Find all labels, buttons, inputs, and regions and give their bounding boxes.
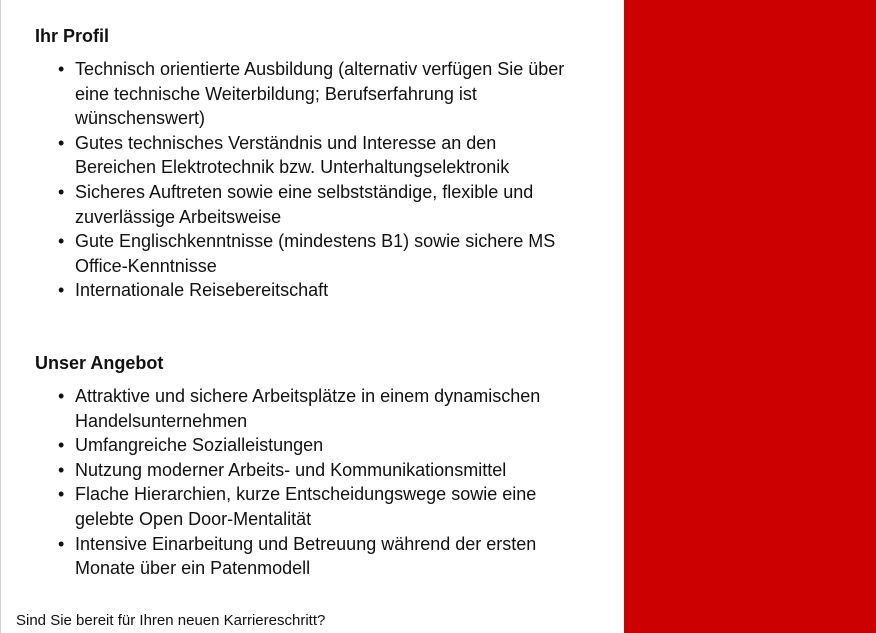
bullet-icon: •: [58, 231, 65, 252]
call-to-action-text: Sind Sie bereit für Ihren neuen Karriereschritt?: [16, 612, 326, 629]
angebot-list-item: [0, 458, 575, 483]
profil-list-item: [0, 131, 575, 180]
profil-item-text: Technisch orientierte Ausbildung (alternativ verfügen Sie über eine technische Weiterbildung; Berufserfahrung ist wünschenswert): [75, 59, 565, 129]
angebot-list-item: [0, 532, 575, 581]
profil-list-item: [0, 278, 575, 303]
profil-list-item: [0, 57, 575, 131]
bullet-icon: •: [58, 181, 65, 202]
angebot-heading: Unser Angebot: [35, 353, 164, 373]
bullet-icon: •: [58, 533, 65, 554]
angebot-item-text: Umfangreiche Sozialleistungen: [75, 435, 324, 456]
red-accent-panel: [624, 0, 876, 633]
bullet-icon: •: [58, 132, 65, 153]
bullet-icon: •: [58, 280, 65, 301]
profil-item-text: Gute Englischkenntnisse (mindestens B1) sowie sichere MS Office-Kenntnisse: [75, 231, 556, 276]
angebot-item-text: Intensive Einarbeitung und Betreuung während der ersten Monate über ein Patenmodell: [75, 533, 537, 579]
angebot-list: [0, 384, 600, 581]
bullet-icon: •: [58, 484, 65, 505]
angebot-item-text: Flache Hierarchien, kurze Entscheidungswege sowie eine gelebte Open Door-Mentalität: [75, 484, 537, 529]
bullet-icon: •: [58, 459, 65, 480]
angebot-list-item: [0, 384, 575, 433]
bullet-icon: •: [58, 59, 65, 79]
profil-item-text: Gutes technisches Verständnis und Interesse an den Bereichen Elektrotechnik bzw. Unterhaltungselektronik: [75, 132, 510, 178]
profil-item-text: Sicheres Auftreten sowie eine selbstständige, flexible und zuverlässige Arbeitsweise: [75, 181, 534, 227]
profil-list-item: [0, 180, 575, 229]
angebot-list-item: [0, 482, 575, 531]
bullet-icon: •: [58, 435, 65, 456]
profil-list: [0, 57, 600, 303]
angebot-list-item: [0, 433, 575, 458]
angebot-item-text: Nutzung moderner Arbeits- und Kommunikationsmittel: [75, 459, 507, 480]
angebot-item-text: Attraktive und sichere Arbeitsplätze in einem dynamischen Handelsunternehmen: [75, 386, 541, 431]
profil-list-item: [0, 229, 575, 278]
bullet-icon: •: [58, 386, 65, 406]
profil-item-text: Internationale Reisebereitschaft: [75, 280, 329, 301]
profil-heading: Ihr Profil: [35, 26, 110, 46]
